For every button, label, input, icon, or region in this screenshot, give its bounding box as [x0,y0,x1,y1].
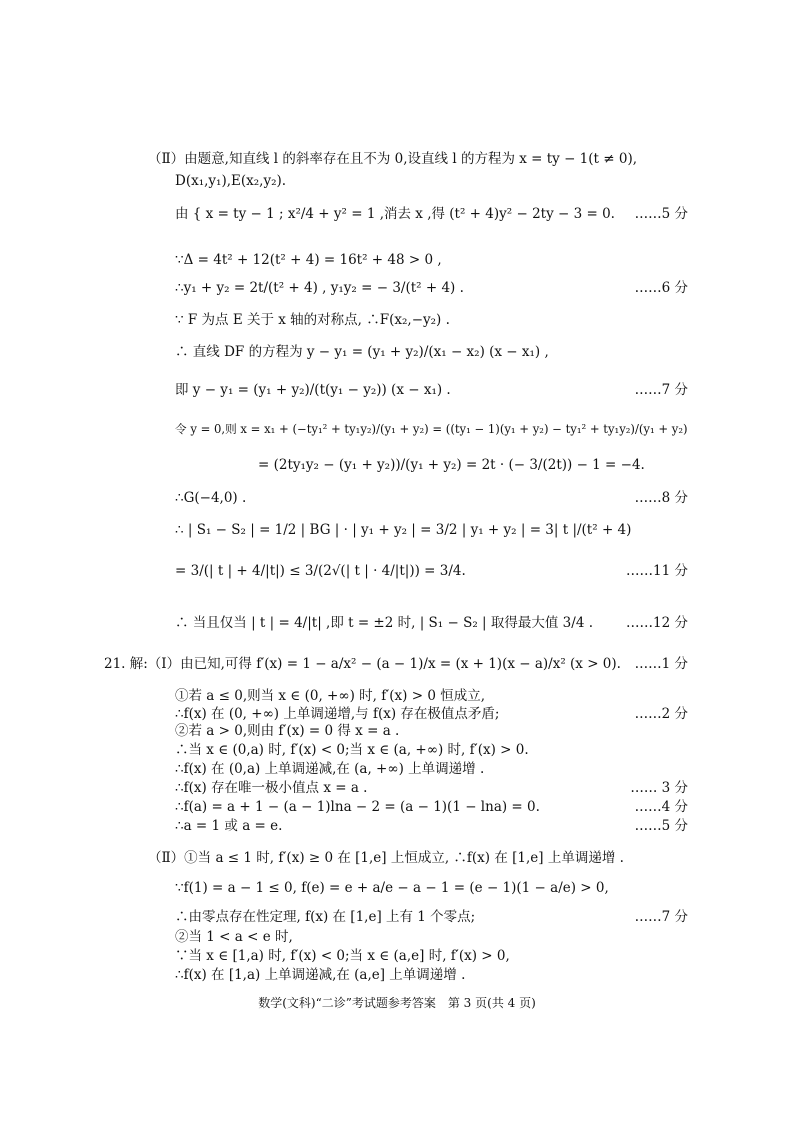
score-mark: ……7 分 [634,382,688,398]
answer-line-text: ①若 a ≤ 0,则当 x ∈ (0, +∞) 时, f′(x) > 0 恒成立, [175,688,486,704]
answer-line-text: ∴当 x ∈ (0,a) 时, f′(x) < 0;当 x ∈ (a, +∞) 时, f′(x) > 0. [175,742,529,758]
answer-line-text: ∴ 直线 DF 的方程为 y − y₁ = (y₁ + y₂)/(x₁ − x₂) (x − x₁) , [175,344,549,360]
answer-line-text: ∵当 x ∈ [1,a) 时, f′(x) < 0;当 x ∈ (a,e] 时, f′(x) > 0, [175,948,510,964]
answer-line-text: ∴f(x) 在 [1,a) 上单调递减,在 (a,e] 上单调递增 . [175,967,466,983]
score-mark: ……4 分 [634,799,688,815]
score-mark: ……6 分 [634,280,688,296]
score-mark: ……12 分 [626,615,688,631]
answer-line-text: 21. 解:（Ⅰ）由已知,可得 f′(x) = 1 − a/x² − (a − 1)/x = (x + 1)(x − a)/x² (x > 0). [104,656,621,672]
score-mark: …… 3 分 [630,780,688,796]
answer-line-text: ∴ 当且仅当 | t | = 4/|t| ,即 t = ±2 时, | S₁ − S₂ | 取得最大值 3/4 . [175,615,593,631]
answer-line-text: D(x₁,y₁),E(x₂,y₂). [175,173,287,189]
answer-line-text: ∴G(−4,0) . [175,490,247,506]
score-mark: ……5 分 [634,206,688,222]
score-mark: ……11 分 [626,563,688,579]
answer-line-text: ∴由零点存在性定理, f(x) 在 [1,e] 上有 1 个零点; [175,909,476,925]
answer-line-text: ②当 1 < a < e 时, [175,929,293,945]
answer-line-text: ∵Δ = 4t² + 12(t² + 4) = 16t² + 48 > 0 , [175,252,442,268]
answer-line-text: ∴y₁ + y₂ = 2t/(t² + 4) , y₁y₂ = − 3/(t² + 4) . [175,280,464,296]
answer-line-text: ∴f(x) 在 (0, +∞) 上单调递增,与 f(x) 存在极值点矛盾; [175,706,500,722]
answer-line-text: 由 { x = ty − 1 ; x²/4 + y² = 1 ,消去 x ,得 (t² + 4)y² − 2ty − 3 = 0. [175,206,615,222]
score-mark: ……7 分 [634,909,688,925]
answer-line-text: ∴f(a) = a + 1 − (a − 1)lna − 2 = (a − 1)(1 − lna) = 0. [175,799,540,815]
answer-line-text: ∴f(x) 存在唯一极小值点 x = a . [175,780,368,796]
answer-line-text: （Ⅱ）①当 a ≤ 1 时, f′(x) ≥ 0 在 [1,e] 上恒成立, ∴f(x) 在 [1,e] 上单调递增 . [148,850,624,866]
answer-line-text: ∵ F 为点 E 关于 x 轴的对称点, ∴F(x₂,−y₂) . [175,312,450,328]
answer-line-text: = 3/(| t | + 4/|t|) ≤ 3/(2√(| t | · 4/|t|)) = 3/4. [175,563,466,579]
answer-line-text: ∴ | S₁ − S₂ | = 1/2 | BG | · | y₁ + y₂ | = 3/2 | y₁ + y₂ | = 3| t |/(t² + 4) [175,522,632,538]
answer-line-text: （Ⅱ）由题意,知直线 l 的斜率存在且不为 0,设直线 l 的方程为 x = ty − 1(t ≠ 0), [148,151,638,167]
score-mark: ……1 分 [634,656,688,672]
answer-line-text: = (2ty₁y₂ − (y₁ + y₂))/(y₁ + y₂) = 2t · (− 3/(2t)) − 1 = −4. [258,457,645,473]
answer-line-text: 令 y = 0,则 x = x₁ + (−ty₁² + ty₁y₂)/(y₁ + y₂) = ((ty₁ − 1)(y₁ + y₂) − ty₁² + ty₁y₂)/(y₁ + y₂) [175,422,688,436]
score-mark: ……5 分 [634,818,688,834]
answer-line-text: 即 y − y₁ = (y₁ + y₂)/(t(y₁ − y₂)) (x − x₁) . [175,382,451,398]
answer-line-text: ∵f(1) = a − 1 ≤ 0, f(e) = e + a/e − a − 1 = (e − 1)(1 − a/e) > 0, [175,880,609,896]
answer-line-text: ∴a = 1 或 a = e. [175,818,283,834]
answer-line-text: ②若 a > 0,则由 f′(x) = 0 得 x = a . [175,723,400,739]
score-mark: ……2 分 [634,706,688,722]
answer-line-text: ∴f(x) 在 (0,a) 上单调递减,在 (a, +∞) 上单调递增 . [175,761,485,777]
page-footer: 数学(文科)“二诊”考试题参考答案 第 3 页(共 4 页) [258,996,536,1010]
score-mark: ……8 分 [634,490,688,506]
